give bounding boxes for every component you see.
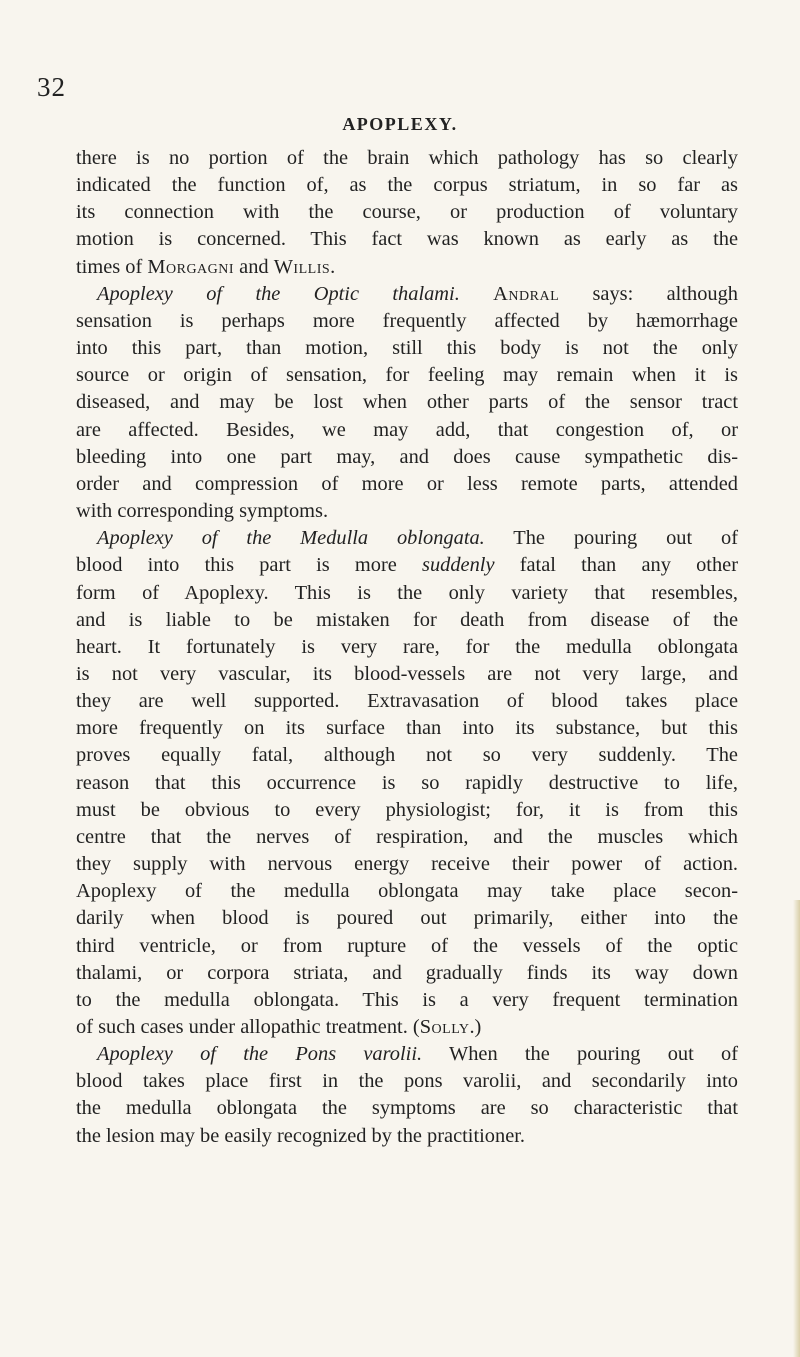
text-line: form of Apoplexy. This is the only variety that resembles, (76, 581, 738, 604)
text-line: are affected. Besides, we may add, that congestion of, or (76, 418, 738, 441)
text-line: darily when blood is poured out primarily, either into the (76, 907, 738, 930)
text-line: bleeding into one part may, and does cause sympathetic dis- (76, 445, 738, 468)
italic-text: suddenly (422, 554, 495, 577)
text-line: thalami, or corpora striata, and gradually finds its way down (76, 961, 738, 984)
text-line: they are well supported. Extravasation of blood takes place (76, 690, 738, 713)
text-line: times of Morgagni and Willis. (76, 255, 336, 278)
italic-text: Apoplexy of the Optic thalami. (97, 282, 460, 305)
text-line: must be obvious to every physiologist; for, it is from this (76, 798, 738, 821)
text-line: diseased, and may be lost when other parts of the sensor tract (76, 391, 738, 414)
text-line: source or origin of sensation, for feeling may remain when it is (76, 364, 738, 387)
section-heading-medulla-oblongata: Apoplexy of the Medulla oblongata. The pouring out of (97, 527, 738, 550)
text-line: third ventricle, or from rupture of the vessels of the optic (76, 934, 738, 957)
text-line: they supply with nervous energy receive their power of action. (76, 853, 738, 876)
text-line: and is liable to be mistaken for death from disease of the (76, 608, 738, 631)
text-line: heart. It fortunately is very rare, for the medulla oblongata (76, 635, 738, 658)
text-line: proves equally fatal, although not so very suddenly. The (76, 744, 738, 767)
text-line: Apoplexy of the medulla oblongata may take place secon- (76, 880, 738, 903)
text-line: motion is concerned. This fact was known as early as the (76, 228, 738, 251)
italic-text: Apoplexy of the Medulla oblongata. (97, 527, 485, 550)
text-line: order and compression of more or less remote parts, attended (76, 472, 738, 495)
author-name: Morgagni (147, 255, 235, 278)
text-line: to the medulla oblongata. This is a very frequent termination (76, 988, 738, 1011)
running-title: APOPLEXY. (342, 114, 458, 134)
text-line: more frequently on its surface than into its substance, but this (76, 717, 738, 740)
author-name: Willis (273, 255, 331, 278)
text-line: its connection with the course, or production of voluntary (76, 201, 738, 224)
text-line: there is no portion of the brain which pathology has so clearly (76, 147, 738, 169)
text-line: centre that the nerves of respiration, and the muscles which (76, 825, 738, 848)
text-line: the lesion may be easily recognized by the practitioner. (76, 1124, 526, 1147)
text-line: is not very vascular, its blood-vessels are not very large, and (76, 662, 738, 685)
section-heading-pons-varolii: Apoplexy of the Pons varolii. When the pouring out of (97, 1043, 738, 1066)
text-line: blood takes place first in the pons varolii, and secondarily into (76, 1070, 738, 1093)
text-line: of such cases under allopathic treatment. (Solly.) (76, 1016, 482, 1038)
section-heading-optic-thalami: Apoplexy of the Optic thalami. Andral says: although (97, 282, 738, 305)
author-name: Andral (493, 282, 560, 305)
page-edge-shadow (793, 900, 800, 1357)
text-line: indicated the function of, as the corpus striatum, in so far as (76, 174, 738, 197)
author-name: Solly (419, 1016, 470, 1038)
text-line: into this part, than motion, still this body is not the only (76, 337, 738, 360)
italic-text: Apoplexy of the Pons varolii. (97, 1043, 423, 1066)
body-text (76, 145, 738, 1150)
page-number: 32 (37, 72, 66, 102)
text-line: with corresponding symptoms. (76, 500, 329, 523)
text-line: reason that this occurrence is so rapidly destructive to life, (76, 771, 738, 794)
text-line: blood into this part is more suddenly fatal than any other (76, 554, 738, 577)
text-line: sensation is perhaps more frequently affected by hæmorrhage (76, 309, 738, 332)
text-line: the medulla oblongata the symptoms are so characteristic that (76, 1097, 738, 1120)
